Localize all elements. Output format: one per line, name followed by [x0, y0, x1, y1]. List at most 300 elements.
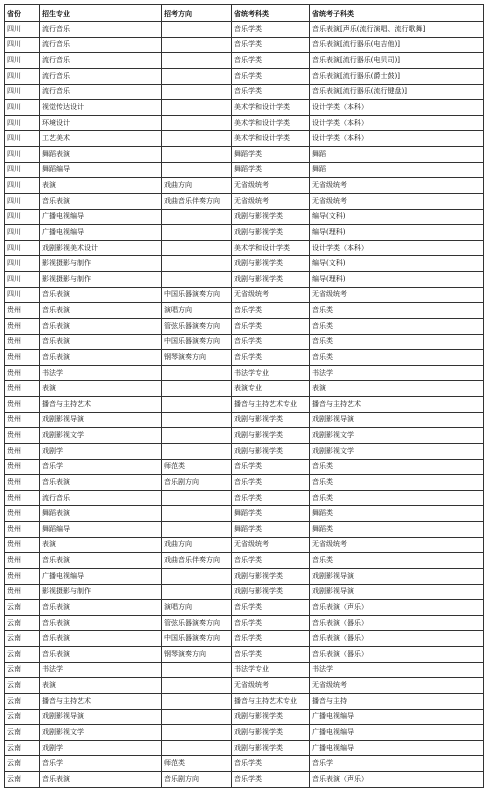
table-row — [5, 68, 484, 84]
cell-direction: 管弦乐器演奏方向 — [162, 615, 232, 631]
cell-major: 播音与主持艺术 — [40, 693, 162, 709]
cell-direction — [162, 256, 232, 272]
cell-province: 贵州 — [5, 584, 40, 600]
cell-direction — [162, 740, 232, 756]
cell-direction: 戏曲方向 — [162, 178, 232, 194]
cell-province: 云南 — [5, 725, 40, 741]
cell-exam-category: 音乐学类 — [232, 615, 310, 631]
cell-major: 音乐表演 — [40, 287, 162, 303]
cell-direction — [162, 209, 232, 225]
table-row — [5, 693, 484, 709]
cell-province: 四川 — [5, 256, 40, 272]
cell-exam-subcategory: 音乐表演[声乐(流行演唱、流行歌舞] — [310, 22, 484, 38]
cell-province: 贵州 — [5, 522, 40, 538]
cell-major: 流行音乐 — [40, 37, 162, 53]
cell-exam-category: 音乐学类 — [232, 490, 310, 506]
enrollment-table — [4, 4, 484, 788]
cell-exam-category: 舞蹈学类 — [232, 506, 310, 522]
cell-direction: 演唱方向 — [162, 600, 232, 616]
table-row — [5, 256, 484, 272]
cell-province: 贵州 — [5, 490, 40, 506]
cell-direction — [162, 84, 232, 100]
cell-major: 表演 — [40, 678, 162, 694]
cell-exam-subcategory: 戏剧影视文学 — [310, 443, 484, 459]
cell-exam-category: 戏剧与影视学类 — [232, 225, 310, 241]
header-direction: 招考方向 — [162, 5, 232, 22]
table-row — [5, 131, 484, 147]
cell-province: 四川 — [5, 131, 40, 147]
cell-province: 贵州 — [5, 350, 40, 366]
cell-major: 环境设计 — [40, 115, 162, 131]
cell-major: 音乐表演 — [40, 647, 162, 663]
cell-exam-category: 音乐学类 — [232, 600, 310, 616]
cell-major: 广播电视编导 — [40, 568, 162, 584]
cell-province: 云南 — [5, 678, 40, 694]
cell-exam-category: 音乐学类 — [232, 37, 310, 53]
cell-direction — [162, 147, 232, 163]
table-row — [5, 772, 484, 788]
cell-major: 舞蹈编导 — [40, 522, 162, 538]
cell-exam-subcategory: 音乐类 — [310, 459, 484, 475]
cell-exam-subcategory: 广播电视编导 — [310, 740, 484, 756]
cell-direction — [162, 22, 232, 38]
cell-exam-category: 音乐学类 — [232, 350, 310, 366]
cell-direction: 钢琴演奏方向 — [162, 350, 232, 366]
table-row — [5, 443, 484, 459]
cell-major: 戏剧影视导演 — [40, 412, 162, 428]
table-row — [5, 272, 484, 288]
cell-exam-category: 戏剧与影视学类 — [232, 256, 310, 272]
cell-exam-subcategory: 设计学类（本科） — [310, 100, 484, 116]
cell-direction: 师范类 — [162, 756, 232, 772]
cell-direction — [162, 381, 232, 397]
cell-exam-category: 播音与主持艺术专业 — [232, 693, 310, 709]
cell-major: 流行音乐 — [40, 490, 162, 506]
cell-province: 贵州 — [5, 475, 40, 491]
cell-province: 云南 — [5, 600, 40, 616]
cell-province: 四川 — [5, 193, 40, 209]
cell-province: 四川 — [5, 272, 40, 288]
cell-direction: 演唱方向 — [162, 303, 232, 319]
cell-province: 云南 — [5, 631, 40, 647]
cell-major: 音乐表演 — [40, 303, 162, 319]
cell-exam-subcategory: 无省级统考 — [310, 193, 484, 209]
cell-province: 贵州 — [5, 568, 40, 584]
cell-province: 贵州 — [5, 381, 40, 397]
cell-major: 音乐表演 — [40, 553, 162, 569]
cell-exam-subcategory: 书法学 — [310, 662, 484, 678]
cell-exam-category: 戏剧与影视学类 — [232, 725, 310, 741]
cell-province: 四川 — [5, 100, 40, 116]
table-row — [5, 490, 484, 506]
cell-major: 戏剧学 — [40, 443, 162, 459]
cell-province: 四川 — [5, 209, 40, 225]
cell-province: 贵州 — [5, 365, 40, 381]
table-row — [5, 725, 484, 741]
cell-exam-category: 无省级统考 — [232, 193, 310, 209]
cell-exam-subcategory: 音乐类 — [310, 490, 484, 506]
cell-major: 书法学 — [40, 365, 162, 381]
cell-direction — [162, 53, 232, 69]
cell-major: 音乐表演 — [40, 631, 162, 647]
table-row — [5, 662, 484, 678]
cell-exam-subcategory: 舞蹈类 — [310, 522, 484, 538]
cell-major: 音乐表演 — [40, 334, 162, 350]
cell-direction: 戏曲音乐伴奏方向 — [162, 553, 232, 569]
cell-direction — [162, 725, 232, 741]
cell-exam-category: 戏剧与影视学类 — [232, 428, 310, 444]
cell-exam-subcategory: 广播电视编导 — [310, 709, 484, 725]
cell-province: 四川 — [5, 287, 40, 303]
table-row — [5, 631, 484, 647]
cell-exam-category: 戏剧与影视学类 — [232, 443, 310, 459]
cell-province: 贵州 — [5, 397, 40, 413]
cell-exam-category: 书法学专业 — [232, 365, 310, 381]
table-row — [5, 506, 484, 522]
cell-major: 流行音乐 — [40, 22, 162, 38]
cell-exam-subcategory: 无省级统考 — [310, 287, 484, 303]
cell-exam-subcategory: 音乐表演[流行器乐(流行键盘)] — [310, 84, 484, 100]
cell-major: 戏剧学 — [40, 740, 162, 756]
cell-province: 贵州 — [5, 459, 40, 475]
cell-exam-category: 无省级统考 — [232, 287, 310, 303]
table-row — [5, 350, 484, 366]
cell-exam-category: 戏剧与影视学类 — [232, 412, 310, 428]
cell-exam-subcategory: 音乐类 — [310, 350, 484, 366]
table-row — [5, 522, 484, 538]
table-row — [5, 162, 484, 178]
cell-major: 戏剧影视美术设计 — [40, 240, 162, 256]
table-row — [5, 709, 484, 725]
cell-exam-subcategory: 舞蹈 — [310, 162, 484, 178]
cell-major: 舞蹈表演 — [40, 506, 162, 522]
cell-exam-subcategory: 音乐表演[流行器乐(电吉他)] — [310, 37, 484, 53]
table-row — [5, 22, 484, 38]
cell-direction — [162, 678, 232, 694]
cell-exam-category: 舞蹈学类 — [232, 162, 310, 178]
table-row — [5, 240, 484, 256]
cell-province: 云南 — [5, 647, 40, 663]
cell-major: 音乐表演 — [40, 772, 162, 788]
cell-major: 书法学 — [40, 662, 162, 678]
cell-major: 表演 — [40, 178, 162, 194]
table-row — [5, 147, 484, 163]
table-body — [5, 22, 484, 788]
cell-direction — [162, 131, 232, 147]
cell-exam-subcategory: 音乐类 — [310, 475, 484, 491]
cell-province: 贵州 — [5, 334, 40, 350]
cell-province: 四川 — [5, 240, 40, 256]
cell-exam-subcategory: 音乐表演（声乐） — [310, 600, 484, 616]
cell-province: 云南 — [5, 615, 40, 631]
cell-direction — [162, 100, 232, 116]
cell-major: 工艺美术 — [40, 131, 162, 147]
cell-exam-category: 美术学和设计学类 — [232, 240, 310, 256]
table-row — [5, 318, 484, 334]
cell-province: 贵州 — [5, 412, 40, 428]
cell-major: 影视摄影与制作 — [40, 256, 162, 272]
header-major: 招生专业 — [40, 5, 162, 22]
cell-exam-subcategory: 表演 — [310, 381, 484, 397]
cell-exam-category: 无省级统考 — [232, 678, 310, 694]
cell-direction — [162, 37, 232, 53]
table-row — [5, 115, 484, 131]
cell-exam-category: 音乐学类 — [232, 334, 310, 350]
cell-province: 云南 — [5, 662, 40, 678]
cell-direction — [162, 412, 232, 428]
cell-direction — [162, 443, 232, 459]
cell-major: 流行音乐 — [40, 68, 162, 84]
cell-major: 舞蹈表演 — [40, 147, 162, 163]
cell-exam-subcategory: 无省级统考 — [310, 537, 484, 553]
cell-direction: 戏曲音乐伴奏方向 — [162, 193, 232, 209]
cell-exam-subcategory: 舞蹈类 — [310, 506, 484, 522]
cell-direction: 戏曲方向 — [162, 537, 232, 553]
cell-exam-category: 音乐学类 — [232, 475, 310, 491]
cell-province: 四川 — [5, 115, 40, 131]
cell-exam-category: 戏剧与影视学类 — [232, 740, 310, 756]
cell-direction — [162, 584, 232, 600]
cell-exam-subcategory: 书法学 — [310, 365, 484, 381]
cell-direction — [162, 162, 232, 178]
cell-direction: 中国乐器演奏方向 — [162, 631, 232, 647]
header-exam-subcategory: 省统考子科类 — [310, 5, 484, 22]
cell-direction — [162, 709, 232, 725]
cell-province: 贵州 — [5, 553, 40, 569]
cell-direction: 管弦乐器演奏方向 — [162, 318, 232, 334]
cell-direction — [162, 522, 232, 538]
cell-exam-category: 戏剧与影视学类 — [232, 209, 310, 225]
table-row — [5, 334, 484, 350]
cell-exam-subcategory: 戏剧影视导演 — [310, 584, 484, 600]
cell-direction: 音乐剧方向 — [162, 772, 232, 788]
cell-exam-category: 音乐学类 — [232, 647, 310, 663]
header-exam-category: 省统考科类 — [232, 5, 310, 22]
cell-exam-subcategory: 音乐表演（声乐） — [310, 772, 484, 788]
cell-exam-subcategory: 设计学类（本科） — [310, 131, 484, 147]
table-row — [5, 537, 484, 553]
table-row — [5, 100, 484, 116]
cell-exam-category: 音乐学类 — [232, 84, 310, 100]
cell-major: 音乐表演 — [40, 615, 162, 631]
table-row — [5, 584, 484, 600]
cell-province: 四川 — [5, 178, 40, 194]
cell-province: 贵州 — [5, 506, 40, 522]
table-row — [5, 303, 484, 319]
cell-direction: 师范类 — [162, 459, 232, 475]
cell-exam-subcategory: 无省级统考 — [310, 678, 484, 694]
cell-major: 音乐表演 — [40, 350, 162, 366]
cell-direction — [162, 662, 232, 678]
cell-exam-subcategory: 设计学类（本科） — [310, 240, 484, 256]
table-row — [5, 397, 484, 413]
cell-exam-subcategory: 戏剧影视导演 — [310, 568, 484, 584]
cell-direction — [162, 115, 232, 131]
cell-exam-category: 戏剧与影视学类 — [232, 709, 310, 725]
cell-direction — [162, 272, 232, 288]
cell-exam-category: 音乐学类 — [232, 22, 310, 38]
cell-province: 贵州 — [5, 428, 40, 444]
cell-province: 四川 — [5, 147, 40, 163]
cell-exam-subcategory: 编导(理科) — [310, 225, 484, 241]
cell-exam-category: 无省级统考 — [232, 178, 310, 194]
cell-major: 戏剧影视文学 — [40, 725, 162, 741]
cell-major: 流行音乐 — [40, 53, 162, 69]
cell-direction — [162, 568, 232, 584]
cell-direction: 中国乐器演奏方向 — [162, 287, 232, 303]
cell-province: 云南 — [5, 709, 40, 725]
table-row — [5, 475, 484, 491]
cell-exam-subcategory: 音乐类 — [310, 334, 484, 350]
cell-province: 云南 — [5, 772, 40, 788]
cell-exam-subcategory: 设计学类（本科） — [310, 115, 484, 131]
cell-exam-subcategory: 编导(文科) — [310, 256, 484, 272]
cell-exam-category: 美术学和设计学类 — [232, 131, 310, 147]
table-row — [5, 756, 484, 772]
cell-exam-category: 无省级统考 — [232, 537, 310, 553]
cell-exam-subcategory: 音乐学 — [310, 756, 484, 772]
cell-major: 表演 — [40, 381, 162, 397]
cell-province: 云南 — [5, 693, 40, 709]
cell-exam-subcategory: 广播电视编导 — [310, 725, 484, 741]
cell-direction — [162, 68, 232, 84]
table-row — [5, 568, 484, 584]
cell-exam-category: 戏剧与影视学类 — [232, 272, 310, 288]
table-row — [5, 678, 484, 694]
table-row — [5, 225, 484, 241]
cell-province: 贵州 — [5, 443, 40, 459]
cell-direction — [162, 397, 232, 413]
table-row — [5, 53, 484, 69]
cell-major: 影视摄影与制作 — [40, 272, 162, 288]
cell-major: 音乐表演 — [40, 193, 162, 209]
cell-direction — [162, 240, 232, 256]
cell-exam-subcategory: 音乐表演[流行器乐(电贝司)] — [310, 53, 484, 69]
table-row — [5, 553, 484, 569]
cell-exam-category: 播音与主持艺术专业 — [232, 397, 310, 413]
cell-exam-category: 音乐学类 — [232, 318, 310, 334]
cell-major: 音乐表演 — [40, 318, 162, 334]
cell-exam-category: 音乐学类 — [232, 459, 310, 475]
table-row — [5, 84, 484, 100]
table-row — [5, 428, 484, 444]
cell-province: 云南 — [5, 740, 40, 756]
cell-major: 广播电视编导 — [40, 209, 162, 225]
cell-exam-subcategory: 戏剧影视导演 — [310, 412, 484, 428]
cell-province: 四川 — [5, 225, 40, 241]
cell-exam-subcategory: 音乐类 — [310, 553, 484, 569]
cell-major: 音乐学 — [40, 756, 162, 772]
table-row — [5, 193, 484, 209]
cell-direction: 中国乐器演奏方向 — [162, 334, 232, 350]
cell-exam-category: 书法学专业 — [232, 662, 310, 678]
table-row — [5, 209, 484, 225]
cell-exam-subcategory: 播音与主持 — [310, 693, 484, 709]
cell-exam-subcategory: 播音与主持艺术 — [310, 397, 484, 413]
table-row — [5, 459, 484, 475]
cell-exam-category: 戏剧与影视学类 — [232, 568, 310, 584]
cell-major: 舞蹈编导 — [40, 162, 162, 178]
cell-exam-category: 戏剧与影视学类 — [232, 584, 310, 600]
cell-exam-category: 音乐学类 — [232, 772, 310, 788]
cell-province: 四川 — [5, 53, 40, 69]
cell-direction — [162, 225, 232, 241]
cell-exam-subcategory: 无省级统考 — [310, 178, 484, 194]
cell-exam-subcategory: 舞蹈 — [310, 147, 484, 163]
cell-province: 四川 — [5, 37, 40, 53]
cell-exam-subcategory: 音乐表演（器乐） — [310, 647, 484, 663]
table-row — [5, 740, 484, 756]
cell-exam-category: 表演专业 — [232, 381, 310, 397]
cell-exam-category: 美术学和设计学类 — [232, 100, 310, 116]
cell-province: 四川 — [5, 84, 40, 100]
cell-direction — [162, 428, 232, 444]
table-row — [5, 600, 484, 616]
cell-exam-subcategory: 戏剧影视文学 — [310, 428, 484, 444]
cell-major: 音乐表演 — [40, 600, 162, 616]
table-row — [5, 37, 484, 53]
cell-major: 戏剧影视导演 — [40, 709, 162, 725]
cell-exam-category: 音乐学类 — [232, 553, 310, 569]
cell-exam-subcategory: 音乐类 — [310, 318, 484, 334]
cell-exam-category: 音乐学类 — [232, 756, 310, 772]
cell-province: 贵州 — [5, 318, 40, 334]
table-row — [5, 647, 484, 663]
cell-exam-category: 音乐学类 — [232, 631, 310, 647]
cell-exam-category: 美术学和设计学类 — [232, 115, 310, 131]
cell-direction — [162, 506, 232, 522]
cell-exam-subcategory: 音乐表演[流行器乐(爵士鼓)] — [310, 68, 484, 84]
cell-major: 戏剧影视文学 — [40, 428, 162, 444]
cell-exam-subcategory: 编导(理科) — [310, 272, 484, 288]
cell-direction — [162, 365, 232, 381]
table-row — [5, 365, 484, 381]
table-row — [5, 381, 484, 397]
cell-exam-category: 音乐学类 — [232, 303, 310, 319]
cell-province: 四川 — [5, 22, 40, 38]
cell-major: 视觉传达设计 — [40, 100, 162, 116]
cell-exam-category: 音乐学类 — [232, 68, 310, 84]
cell-major: 音乐表演 — [40, 475, 162, 491]
cell-major: 表演 — [40, 537, 162, 553]
table-row — [5, 412, 484, 428]
cell-exam-category: 舞蹈学类 — [232, 147, 310, 163]
enrollment-table-container — [4, 4, 483, 788]
cell-exam-category: 音乐学类 — [232, 53, 310, 69]
cell-province: 四川 — [5, 162, 40, 178]
table-header-row — [5, 5, 484, 22]
cell-province: 云南 — [5, 756, 40, 772]
cell-major: 音乐学 — [40, 459, 162, 475]
cell-major: 流行音乐 — [40, 84, 162, 100]
cell-major: 播音与主持艺术 — [40, 397, 162, 413]
cell-province: 贵州 — [5, 303, 40, 319]
cell-major: 广播电视编导 — [40, 225, 162, 241]
cell-direction — [162, 693, 232, 709]
table-row — [5, 287, 484, 303]
cell-exam-subcategory: 音乐表演（器乐） — [310, 631, 484, 647]
cell-major: 影视摄影与制作 — [40, 584, 162, 600]
cell-province: 贵州 — [5, 537, 40, 553]
cell-exam-subcategory: 音乐类 — [310, 303, 484, 319]
cell-direction — [162, 490, 232, 506]
cell-province: 四川 — [5, 68, 40, 84]
cell-direction: 音乐剧方向 — [162, 475, 232, 491]
header-province: 省份 — [5, 5, 40, 22]
cell-exam-category: 舞蹈学类 — [232, 522, 310, 538]
cell-direction: 钢琴演奏方向 — [162, 647, 232, 663]
table-row — [5, 615, 484, 631]
